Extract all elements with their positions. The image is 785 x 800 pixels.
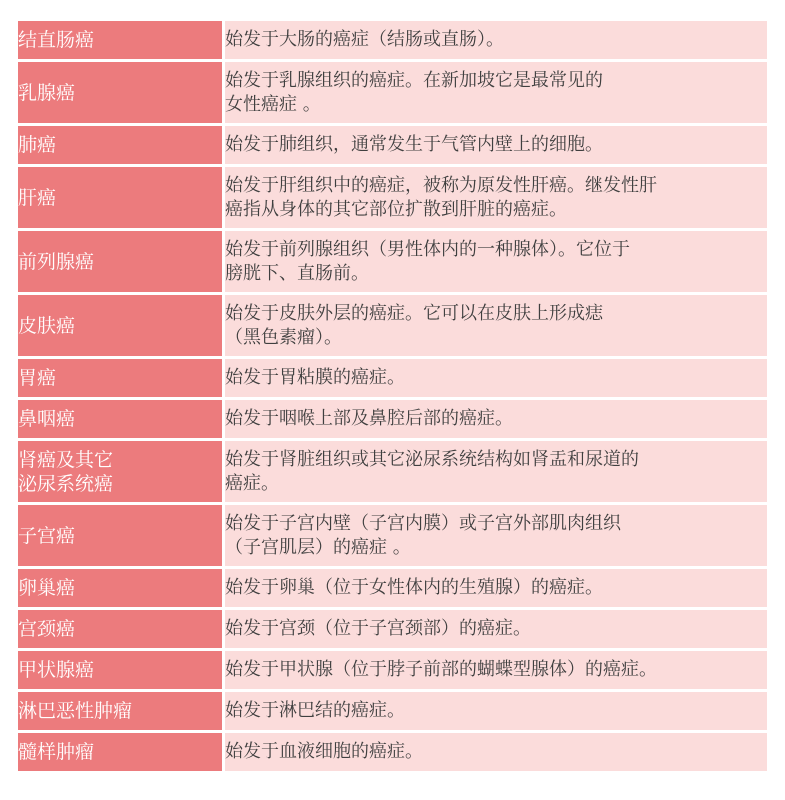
cancer-name-cell: 乳腺癌 bbox=[18, 61, 224, 125]
cancer-description-cell: 始发于大肠的癌症（结肠或直肠）。 bbox=[224, 20, 768, 61]
cancer-name-cell: 肺癌 bbox=[18, 125, 224, 166]
cancer-name-cell: 宫颈癌 bbox=[18, 609, 224, 650]
table-body bbox=[18, 20, 767, 773]
table-row bbox=[18, 399, 767, 440]
cancer-name-cell: 卵巢癌 bbox=[18, 568, 224, 609]
table-row bbox=[18, 230, 767, 294]
table-row bbox=[18, 732, 767, 773]
cancer-name-cell: 肝癌 bbox=[18, 166, 224, 230]
cancer-description-cell: 始发于淋巴结的癌症。 bbox=[224, 691, 768, 732]
cancer-description-cell: 始发于皮肤外层的癌症。它可以在皮肤上形成痣 （黑色素瘤）。 bbox=[224, 294, 768, 358]
cancer-description-cell: 始发于胃粘膜的癌症。 bbox=[224, 358, 768, 399]
table-row bbox=[18, 358, 767, 399]
cancer-description-cell: 始发于前列腺组织（男性体内的一种腺体）。它位于 膀胱下、直肠前。 bbox=[224, 230, 768, 294]
cancer-name-cell: 鼻咽癌 bbox=[18, 399, 224, 440]
cancer-types-table bbox=[18, 18, 767, 774]
watermark-bottom: bicheng.news bbox=[4, 780, 114, 798]
cancer-name-cell: 胃癌 bbox=[18, 358, 224, 399]
cancer-description-cell: 始发于乳腺组织的癌症。在新加坡它是最常见的 女性癌症 。 bbox=[224, 61, 768, 125]
cancer-name-cell: 髓样肿瘤 bbox=[18, 732, 224, 773]
cancer-description-cell: 始发于宫颈（位于子宫颈部）的癌症。 bbox=[224, 609, 768, 650]
table-row bbox=[18, 166, 767, 230]
table-row bbox=[18, 650, 767, 691]
table-row bbox=[18, 20, 767, 61]
cancer-name-cell: 淋巴恶性肿瘤 bbox=[18, 691, 224, 732]
cancer-description-cell: 始发于甲状腺（位于脖子前部的蝴蝶型腺体）的癌症。 bbox=[224, 650, 768, 691]
cancer-name-cell: 子宫癌 bbox=[18, 504, 224, 568]
table-row bbox=[18, 294, 767, 358]
cancer-description-cell: 始发于卵巢（位于女性体内的生殖腺）的癌症。 bbox=[224, 568, 768, 609]
table-row bbox=[18, 440, 767, 504]
table-row bbox=[18, 504, 767, 568]
table-row bbox=[18, 568, 767, 609]
table-row bbox=[18, 609, 767, 650]
table-row bbox=[18, 691, 767, 732]
cancer-description-cell: 始发于子宫内壁（子宫内膜）或子宫外部肌肉组织 （子宫肌层）的癌症 。 bbox=[224, 504, 768, 568]
cancer-table-container bbox=[18, 18, 767, 800]
cancer-description-cell: 始发于肺组织，通常发生于气管内壁上的细胞。 bbox=[224, 125, 768, 166]
cancer-name-cell: 前列腺癌 bbox=[18, 230, 224, 294]
table-row bbox=[18, 61, 767, 125]
table-row bbox=[18, 125, 767, 166]
cancer-description-cell: 始发于血液细胞的癌症。 bbox=[224, 732, 768, 773]
cancer-name-cell: 肾癌及其它 泌尿系统癌 bbox=[18, 440, 224, 504]
cancer-name-cell: 甲状腺癌 bbox=[18, 650, 224, 691]
cancer-description-cell: 始发于咽喉上部及鼻腔后部的癌症。 bbox=[224, 399, 768, 440]
cancer-description-cell: 始发于肾脏组织或其它泌尿系统结构如肾盂和尿道的 癌症。 bbox=[224, 440, 768, 504]
cancer-name-cell: 皮肤癌 bbox=[18, 294, 224, 358]
cancer-name-cell: 结直肠癌 bbox=[18, 20, 224, 61]
cancer-description-cell: 始发于肝组织中的癌症，被称为原发性肝癌。继发性肝 癌指从身体的其它部位扩散到肝脏的癌症。 bbox=[224, 166, 768, 230]
